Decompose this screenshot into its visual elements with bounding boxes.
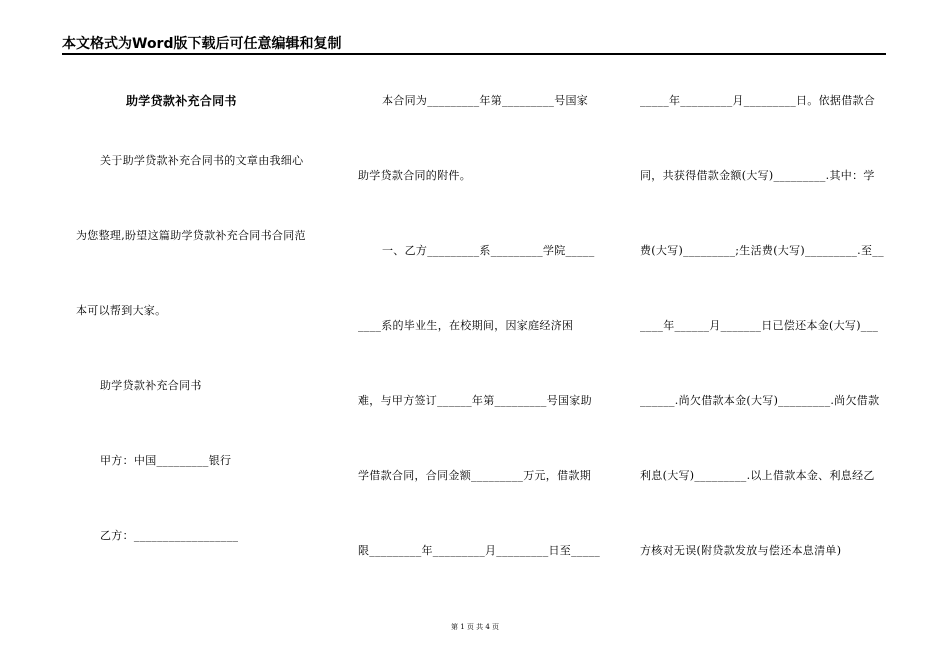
paragraph-line: 同，共获得借款金额(大写)_________.其中：学 xyxy=(640,169,875,182)
header-banner: 本文格式为Word版下载后可任意编辑和复制 xyxy=(62,36,342,52)
paragraph-line: 一、乙方_________系_________学院_____ xyxy=(382,244,595,257)
paragraph-line: 费(大写)_________;生活费(大写)_________.至__ xyxy=(640,244,884,257)
document-title: 助学贷款补充合同书 xyxy=(126,94,237,108)
paragraph-line: 关于助学贷款补充合同书的文章由我细心 xyxy=(100,154,304,167)
paragraph-line: 为您整理,盼望这篇助学贷款补充合同书合同范 xyxy=(76,229,306,242)
paragraph-line: 本可以帮到大家。 xyxy=(76,304,167,317)
party-b-line: 乙方：__________________ xyxy=(100,529,239,542)
paragraph-line: 学借款合同，合同金额_________万元，借款期 xyxy=(358,469,591,482)
party-a-line: 甲方：中国_________银行 xyxy=(100,454,232,467)
paragraph-line: ______.尚欠借款本金(大写)_________.尚欠借款 xyxy=(640,394,880,407)
paragraph-line: ____年______月_______日已偿还本金(大写)___ xyxy=(640,319,879,332)
paragraph-line: 方核对无误(附贷款发放与偿还本息清单) xyxy=(640,544,842,557)
paragraph-line: 本合同为_________年第_________号国家 xyxy=(382,94,589,107)
paragraph-line: 难，与甲方签订______年第_________号国家助 xyxy=(358,394,592,407)
paragraph-line: 助学贷款合同的附件。 xyxy=(358,169,471,182)
paragraph-line: _____年_________月_________日。依据借款合 xyxy=(640,94,876,107)
paragraph-line: 限_________年_________月_________日至_____ xyxy=(358,544,601,557)
page-number: 第 1 页 共 4 页 xyxy=(450,623,500,631)
paragraph-line: 利息(大写)_________.以上借款本金、利息经乙 xyxy=(640,469,875,482)
header-divider xyxy=(62,53,886,55)
subheading: 助学贷款补充合同书 xyxy=(100,379,202,392)
paragraph-line: ____系的毕业生，在校期间，因家庭经济困 xyxy=(358,319,574,332)
